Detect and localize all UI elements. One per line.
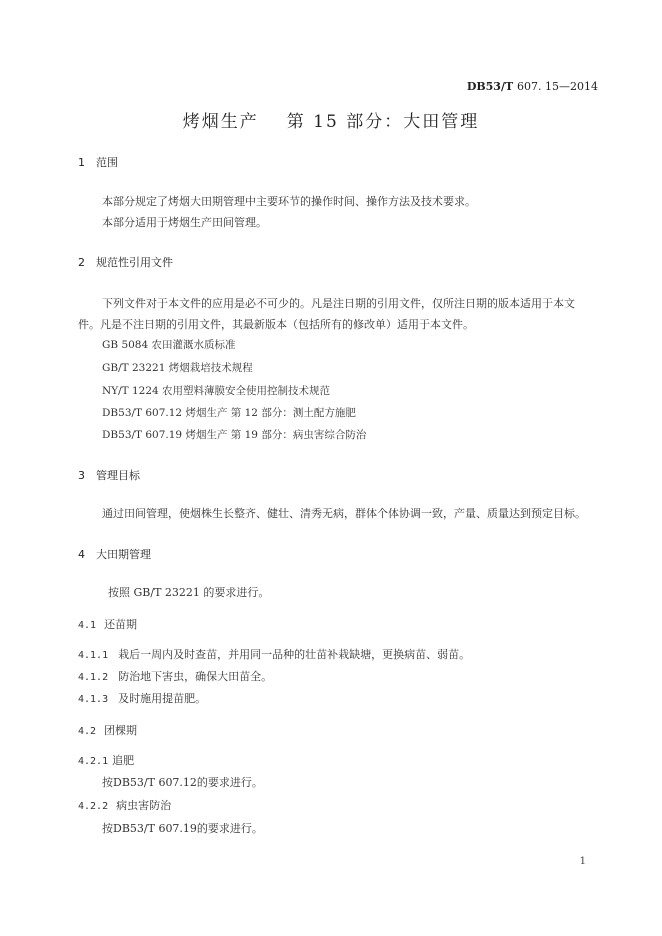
reference-item: DB53/T 607.12 烤烟生产 第 12 部分：测土配方施肥 bbox=[102, 407, 356, 419]
reference-item: GB 5084 农田灌溉水质标准 bbox=[102, 339, 236, 351]
title-part-a: 烤烟生产 bbox=[182, 112, 259, 132]
clause-4-2-1-heading: 4.2.1 追肥 bbox=[78, 754, 135, 767]
section-4-paragraph: 按照 GB/T 23221 的要求进行。 bbox=[108, 586, 270, 599]
clause-4-1-3: 4.1.3 及时施用提苗肥。 bbox=[78, 692, 207, 705]
section-2-heading: 2 规范性引用文件 bbox=[78, 256, 173, 269]
section-4-1-heading: 4.1 还苗期 bbox=[78, 618, 138, 631]
section-4-heading: 4 大田期管理 bbox=[78, 548, 151, 561]
clause-4-2-2-heading: 4.2.2 病虫害防治 bbox=[78, 799, 172, 812]
section-3-heading: 3 管理目标 bbox=[78, 469, 140, 482]
reference-item: GB/T 23221 烤烟栽培技术规程 bbox=[102, 362, 253, 374]
document-title bbox=[0, 107, 662, 132]
standard-code-prefix: DB53/T bbox=[466, 80, 514, 93]
clause-4-2-1-text: 按DB53/T 607.12的要求进行。 bbox=[102, 776, 263, 789]
reference-item: NY/T 1224 农用塑料薄膜安全使用控制技术规范 bbox=[102, 385, 331, 397]
section-3-paragraph: 通过田间管理，使烟株生长整齐、健壮、清秀无病，群体个体协调一致，产量、质量达到预定目标。 bbox=[102, 507, 586, 520]
section-1-paragraph-2: 本部分适用于烤烟生产田间管理。 bbox=[102, 216, 267, 229]
clause-4-2-2-text: 按DB53/T 607.19的要求进行。 bbox=[102, 822, 263, 835]
clause-4-1-2: 4.1.2 防治地下害虫，确保大田苗全。 bbox=[78, 670, 273, 683]
section-1-heading: 1 范围 bbox=[78, 156, 118, 169]
standard-code-number: 607. 15—2014 bbox=[517, 80, 598, 93]
standard-code bbox=[0, 80, 598, 93]
section-4-2-heading: 4.2 团棵期 bbox=[78, 724, 138, 737]
page-number: 1 bbox=[579, 856, 586, 867]
clause-4-1-1: 4.1.1 栽后一周内及时查苗，并用同一品种的壮苗补栽缺塘，更换病苗、弱苗。 bbox=[78, 648, 471, 661]
title-part-b: 第 15 部分：大田管理 bbox=[286, 112, 480, 132]
section-1-paragraph-1: 本部分规定了烤烟大田期管理中主要环节的操作时间、操作方法及技术要求。 bbox=[102, 195, 476, 208]
reference-item: DB53/T 607.19 烤烟生产 第 19 部分：病虫害综合防治 bbox=[102, 429, 367, 441]
section-2-paragraph-line-2: 件。凡是不注日期的引用文件，其最新版本（包括所有的修改单）适用于本文件。 bbox=[78, 318, 474, 331]
section-2-paragraph-line-1: 下列文件对于本文件的应用是必不可少的。凡是注日期的引用文件，仅所注日期的版本适用于本文 bbox=[102, 297, 575, 310]
